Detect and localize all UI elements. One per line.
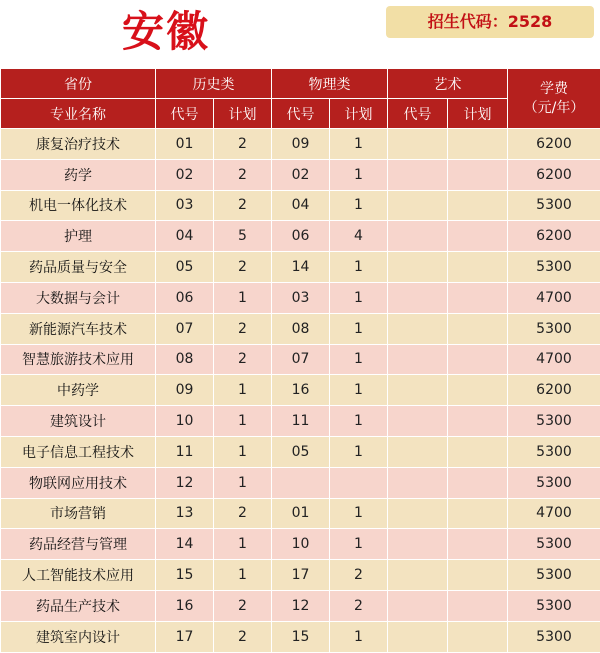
history-plan-cell: 1	[214, 529, 272, 560]
major-name-cell: 市场营销	[1, 498, 156, 529]
art-code-cell	[388, 282, 448, 313]
table-row	[1, 375, 600, 406]
major-name-cell: 智慧旅游技术应用	[1, 344, 156, 375]
physics-plan-cell: 1	[330, 621, 388, 652]
physics-code-cell: 12	[272, 590, 330, 621]
history-code-cell: 15	[156, 560, 214, 591]
fee-cell: 5300	[508, 406, 600, 437]
table-row	[1, 467, 600, 498]
art-code-cell	[388, 590, 448, 621]
table-row	[1, 621, 600, 652]
art-plan-cell	[448, 282, 508, 313]
art-code-cell	[388, 498, 448, 529]
header-art: 艺术	[388, 69, 508, 99]
art-code-cell	[388, 190, 448, 221]
fee-cell: 6200	[508, 375, 600, 406]
physics-code-cell: 11	[272, 406, 330, 437]
major-name-cell: 药品质量与安全	[1, 252, 156, 283]
art-code-cell	[388, 529, 448, 560]
physics-code-cell: 08	[272, 313, 330, 344]
history-plan-cell: 1	[214, 282, 272, 313]
fee-cell: 5300	[508, 621, 600, 652]
major-name-cell: 建筑室内设计	[1, 621, 156, 652]
history-plan-cell: 2	[214, 590, 272, 621]
art-code-cell	[388, 560, 448, 591]
history-code-cell: 11	[156, 436, 214, 467]
art-code-cell	[388, 313, 448, 344]
table-row	[1, 159, 600, 190]
physics-code-cell: 05	[272, 436, 330, 467]
history-plan-cell: 5	[214, 221, 272, 252]
art-plan-cell	[448, 467, 508, 498]
history-code-cell: 07	[156, 313, 214, 344]
art-code-cell	[388, 221, 448, 252]
art-code-cell	[388, 436, 448, 467]
history-code-cell: 03	[156, 190, 214, 221]
history-plan-cell: 2	[214, 498, 272, 529]
physics-code-cell: 01	[272, 498, 330, 529]
fee-cell: 6200	[508, 221, 600, 252]
major-name-cell: 护理	[1, 221, 156, 252]
fee-cell: 4700	[508, 282, 600, 313]
art-plan-cell	[448, 406, 508, 437]
art-code-cell	[388, 129, 448, 160]
art-plan-cell	[448, 498, 508, 529]
physics-plan-cell: 1	[330, 129, 388, 160]
physics-plan-cell: 1	[330, 252, 388, 283]
art-code-cell	[388, 621, 448, 652]
header-physics: 物理类	[272, 69, 388, 99]
table-row	[1, 190, 600, 221]
major-name-cell: 大数据与会计	[1, 282, 156, 313]
major-name-cell: 中药学	[1, 375, 156, 406]
table-row	[1, 313, 600, 344]
physics-code-cell: 09	[272, 129, 330, 160]
history-code-cell: 08	[156, 344, 214, 375]
fee-cell: 5300	[508, 252, 600, 283]
enrollment-plan-table	[0, 68, 600, 653]
header-fee-unit: （元/年）	[508, 99, 600, 118]
physics-plan-cell: 1	[330, 282, 388, 313]
physics-code-cell: 03	[272, 282, 330, 313]
physics-code-cell: 14	[272, 252, 330, 283]
physics-code-cell: 16	[272, 375, 330, 406]
fee-cell: 6200	[508, 129, 600, 160]
history-code-cell: 14	[156, 529, 214, 560]
table-row	[1, 344, 600, 375]
table-row	[1, 436, 600, 467]
history-plan-cell: 1	[214, 436, 272, 467]
history-code-cell: 04	[156, 221, 214, 252]
physics-plan-cell: 4	[330, 221, 388, 252]
physics-code-cell: 02	[272, 159, 330, 190]
physics-plan-cell: 1	[330, 529, 388, 560]
history-code-cell: 12	[156, 467, 214, 498]
page-title: 安徽	[122, 2, 210, 62]
history-plan-cell: 1	[214, 375, 272, 406]
table-row	[1, 498, 600, 529]
art-code-cell	[388, 467, 448, 498]
art-code-cell	[388, 252, 448, 283]
fee-cell: 5300	[508, 313, 600, 344]
art-plan-cell	[448, 313, 508, 344]
history-plan-cell: 2	[214, 129, 272, 160]
history-plan-cell: 1	[214, 406, 272, 437]
history-plan-cell: 2	[214, 313, 272, 344]
history-code-cell: 09	[156, 375, 214, 406]
physics-plan-cell: 1	[330, 436, 388, 467]
art-plan-cell	[448, 560, 508, 591]
physics-code-cell: 07	[272, 344, 330, 375]
history-plan-cell: 1	[214, 467, 272, 498]
header-major-name: 专业名称	[1, 99, 156, 129]
fee-cell: 5300	[508, 560, 600, 591]
art-code-cell	[388, 344, 448, 375]
major-name-cell: 电子信息工程技术	[1, 436, 156, 467]
physics-plan-cell: 1	[330, 375, 388, 406]
art-plan-cell	[448, 129, 508, 160]
major-name-cell: 机电一体化技术	[1, 190, 156, 221]
history-plan-cell: 2	[214, 190, 272, 221]
fee-cell: 5300	[508, 436, 600, 467]
header-art-plan: 计划	[448, 99, 508, 129]
fee-cell: 6200	[508, 159, 600, 190]
history-code-cell: 17	[156, 621, 214, 652]
header-fee	[508, 69, 600, 129]
header-province: 省份	[1, 69, 156, 99]
physics-plan-cell: 1	[330, 498, 388, 529]
history-code-cell: 02	[156, 159, 214, 190]
history-code-cell: 06	[156, 282, 214, 313]
history-code-cell: 10	[156, 406, 214, 437]
art-plan-cell	[448, 221, 508, 252]
major-name-cell: 药学	[1, 159, 156, 190]
physics-plan-cell: 1	[330, 159, 388, 190]
table-row	[1, 529, 600, 560]
physics-code-cell	[272, 467, 330, 498]
physics-code-cell: 04	[272, 190, 330, 221]
major-name-cell: 人工智能技术应用	[1, 560, 156, 591]
fee-cell: 5300	[508, 529, 600, 560]
physics-code-cell: 17	[272, 560, 330, 591]
fee-cell: 5300	[508, 467, 600, 498]
history-plan-cell: 2	[214, 252, 272, 283]
history-plan-cell: 1	[214, 560, 272, 591]
table-row	[1, 560, 600, 591]
major-name-cell: 物联网应用技术	[1, 467, 156, 498]
art-plan-cell	[448, 375, 508, 406]
table-row	[1, 129, 600, 160]
physics-plan-cell: 2	[330, 590, 388, 621]
fee-cell: 5300	[508, 190, 600, 221]
art-code-cell	[388, 159, 448, 190]
history-plan-cell: 2	[214, 621, 272, 652]
art-plan-cell	[448, 436, 508, 467]
physics-code-cell: 06	[272, 221, 330, 252]
physics-plan-cell: 2	[330, 560, 388, 591]
major-name-cell: 康复治疗技术	[1, 129, 156, 160]
art-plan-cell	[448, 252, 508, 283]
physics-plan-cell: 1	[330, 313, 388, 344]
header-fee-label: 学费	[508, 80, 600, 99]
table-row	[1, 282, 600, 313]
table-body	[1, 129, 600, 653]
header-art-code: 代号	[388, 99, 448, 129]
fee-cell: 5300	[508, 590, 600, 621]
header-physics-plan: 计划	[330, 99, 388, 129]
physics-code-cell: 15	[272, 621, 330, 652]
major-name-cell: 建筑设计	[1, 406, 156, 437]
history-code-cell: 16	[156, 590, 214, 621]
header-history: 历史类	[156, 69, 272, 99]
history-code-cell: 05	[156, 252, 214, 283]
art-plan-cell	[448, 529, 508, 560]
art-plan-cell	[448, 159, 508, 190]
physics-plan-cell: 1	[330, 190, 388, 221]
physics-plan-cell: 1	[330, 406, 388, 437]
table-row	[1, 221, 600, 252]
header-history-plan: 计划	[214, 99, 272, 129]
physics-plan-cell: 1	[330, 344, 388, 375]
history-code-cell: 13	[156, 498, 214, 529]
table-row	[1, 406, 600, 437]
art-code-cell	[388, 406, 448, 437]
header-history-code: 代号	[156, 99, 214, 129]
art-plan-cell	[448, 590, 508, 621]
art-plan-cell	[448, 621, 508, 652]
fee-cell: 4700	[508, 344, 600, 375]
history-plan-cell: 2	[214, 159, 272, 190]
physics-plan-cell	[330, 467, 388, 498]
art-plan-cell	[448, 344, 508, 375]
history-plan-cell: 2	[214, 344, 272, 375]
physics-code-cell: 10	[272, 529, 330, 560]
fee-cell: 4700	[508, 498, 600, 529]
art-code-cell	[388, 375, 448, 406]
major-name-cell: 药品经营与管理	[1, 529, 156, 560]
major-name-cell: 药品生产技术	[1, 590, 156, 621]
table-row	[1, 252, 600, 283]
history-code-cell: 01	[156, 129, 214, 160]
art-plan-cell	[448, 190, 508, 221]
table-row	[1, 590, 600, 621]
header-physics-code: 代号	[272, 99, 330, 129]
enroll-code-badge: 招生代码：2528	[386, 6, 594, 38]
major-name-cell: 新能源汽车技术	[1, 313, 156, 344]
